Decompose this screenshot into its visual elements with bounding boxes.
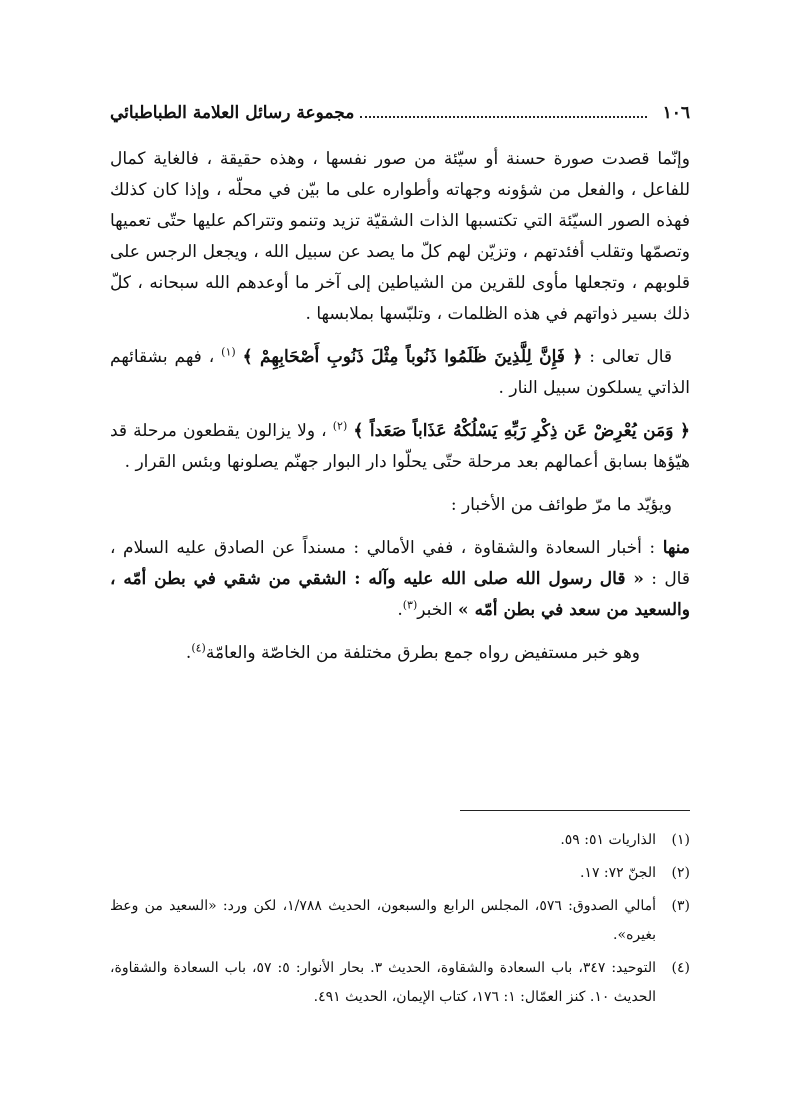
paragraph-2: [110, 342, 690, 404]
paragraph-4: ويؤيّد ما مرّ طوائف من الأخبار :: [450, 495, 672, 515]
paragraph-5: منها : أخبار السعادة والشقاوة ، ففي الأمالي : مسنداً عن الصادق عليه السلام ، قال : « قال رسول الله صلى الله عليه وآله : الشقي من شقي في بطن أمّه ، والسعيد من سعد في بطن أمّه » الخبر$^{(٣)}$.: [110, 538, 690, 620]
footnote-number: (٢): [671, 865, 690, 881]
hadith-quote: « قال رسول الله صلى الله عليه وآله : الشقي من شقي في بطن أمّه ، والسعيد من سعد في بطن أمّه »: [110, 569, 690, 620]
page-header: [110, 96, 690, 130]
footnote-text: الجنّ ٧٢: ١٧.: [579, 865, 656, 881]
paragraph-3-rest: ، ولا يزالون يقطعون مرحلة قد هيّؤها بسابق أعمالهم بعد مرحلة حتّى يحلّوا دار البوار جهنّم يصلونها وبئس القرار .: [110, 421, 690, 472]
footnote-number: (٣): [671, 898, 690, 914]
footnote-item: [110, 859, 690, 888]
paragraph-6-text: وهو خبر مستفيض رواه جمع بطرق مختلفة من الخاصّة والعامّة: [205, 643, 640, 663]
footnotes: [110, 826, 690, 1016]
footnote-ref-3: (٣): [402, 598, 418, 612]
verse-intro: قال تعالى :: [589, 347, 673, 367]
footnote-ref-1: (١): [221, 345, 236, 359]
paragraph-1: وإنّما قصدت صورة حسنة أو سيّئة من صور نفسها ، وهذه حقيقة ، فالغاية كمال للفاعل ، والفعل من شؤونه وجهاته وأطواره على ما بيّن في محلّه ، وإذا كان كذلك فهذه الصور السيّئة التي تكتسبها الذات الشقيّة تزيد وتنمو وتتراكم عليها حتّى تعميها وتصمّها وتقلب أفئدتهم ، وتزيّن لهم كلّ ما يصد عن سبيل الله ، ويجعل الرجس على قلوبهم ، وتجعلها مأوى للقرين من الشياطين إلى آخر ما أوعدهم الله سبحانه ، كلّ ذلك بسير ذواتهم في هذه الظلمات ، وتلبّسها بملابسها .: [110, 149, 690, 324]
paragraph-2-rest: ، فهم بشقائهم الذاتي يسلكون سبيل النار .: [110, 347, 690, 398]
footnote-item: [110, 892, 690, 950]
footnote-text: أمالي الصدوق: ٥٧٦، المجلس الرابع والسبعون، الحديث ١/٧٨٨، لكن ورد: «السعيد من وعظ بغيره».: [110, 898, 656, 943]
paragraph-5-tail: الخبر: [417, 600, 453, 620]
footnote-text: التوحيد: ٣٤٧، باب السعادة والشقاوة، الحديث ٣. بحار الأنوار: ٥: ٥٧، باب السعادة والشقاوة، الحديث ١٠. كنز العمّال: ١: ١٧٦، كتاب الإيمان، الحديث ٤٩١.: [110, 960, 656, 1005]
footnote-ref-4: (٤): [191, 641, 206, 655]
footnote-text: الذاريات ٥١: ٥٩.: [560, 832, 656, 848]
footnote-divider: [460, 810, 690, 811]
footnote-number: (٤): [671, 960, 690, 976]
paragraph-5-lead: منها: [662, 538, 690, 558]
page-number: ١٠٦: [662, 103, 690, 123]
footnote-item: [110, 954, 690, 1012]
paragraph-6: وهو خبر مستفيض رواه جمع بطرق مختلفة من الخاصّة والعامّة$^{(٤)}$.: [185, 641, 640, 663]
header-leader-dots: [360, 116, 646, 118]
paragraph-3: [110, 416, 690, 478]
footnote-item: [110, 826, 690, 855]
footnote-number: (١): [671, 832, 690, 848]
main-text: [110, 144, 690, 681]
paragraph-5-text: : أخبار السعادة والشقاوة ، ففي الأمالي : مسنداً عن الصادق عليه السلام ، قال :: [110, 538, 690, 589]
quran-verse-2: ﴿ وَمَن يُعْرِضْ عَن ذِكْرِ رَبِّهِ يَسْلُكْهُ عَذَاباً صَعَداً ﴾: [353, 421, 690, 441]
quran-verse-1: ﴿ فَإِنَّ لِلَّذِينَ ظَلَمُوا ذَنُوباً مِثْلَ ذَنُوبِ أَصْحَابِهِمْ ﴾: [242, 347, 583, 367]
running-title: مجموعة رسائل العلامة الطباطبائي: [110, 103, 355, 123]
footnote-ref-2: (٢): [332, 419, 348, 433]
